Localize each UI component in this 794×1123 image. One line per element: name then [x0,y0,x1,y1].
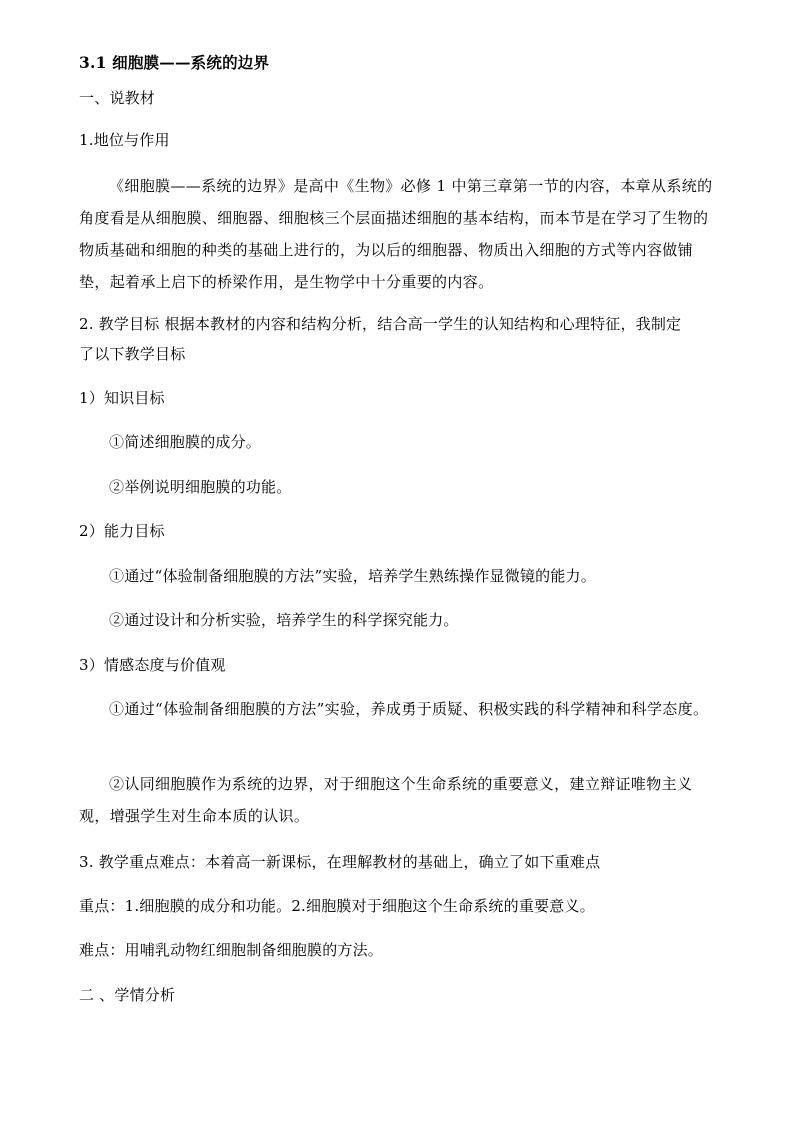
knowledge-goal-item: ②举例说明细胞膜的功能。 [109,478,292,496]
subheading-position: 1.地位与作用 [79,131,170,149]
section-heading-2: 二 、学情分析 [79,986,176,1004]
focus-line: 重点：1.细胞膜的成分和功能。2.细胞膜对于细胞这个生命系统的重要意义。 [79,897,595,915]
doc-title: 3.1 细胞膜——系统的边界 [79,53,270,72]
ability-goals-title: 2）能力目标 [79,522,165,540]
keypoints-heading: 3. 教学重点难点：本着高一新课标，在理解教材的基础上，确立了如下重难点 [79,853,601,871]
knowledge-goal-item: ①简述细胞膜的成分。 [109,433,262,451]
ability-goal-item: ①通过“体验制备细胞膜的方法”实验，培养学生熟练操作显微镜的能力。 [109,567,596,585]
emotion-goals-title: 3）情感态度与价值观 [79,656,226,674]
paragraph-position: 《细胞膜——系统的边界》是高中《生物》必修 1 中第三章第一节的内容，本章从系统的角度看是从细胞膜、细胞器、细胞核三个层面描述细胞的基本结构，而本节是在学习了生物的物质基础和细胞的种类的基础上进行的，为以后的细胞器、物质出入细胞的方式等内容做铺垫，起着承上启下的桥梁作用，是生物学中十分重要的内容。 [79,177,713,291]
emotion-goal-item: ①通过“体验制备细胞膜的方法”实验，养成勇于质疑、积极实践的科学精神和科学态度。 [109,700,709,718]
section-heading-1: 一、说教材 [79,89,156,107]
emotion-goal-item: ②认同细胞膜作为系统的边界，对于细胞这个生命系统的重要意义，建立辩证唯物主义观，增强学生对生命本质的认识。 [79,775,693,825]
ability-goal-item: ②通过设计和分析实验，培养学生的科学探究能力。 [109,611,459,629]
goals-intro-line-1: 2. 教学目标 根据本教材的内容和结构分析，结合高一学生的认知结构和心理特征，我制定 [79,315,682,333]
difficulty-line: 难点：用哺乳动物红细胞制备细胞膜的方法。 [79,941,384,959]
knowledge-goals-title: 1）知识目标 [79,389,165,407]
goals-intro-line-2: 了以下教学目标 [79,345,186,363]
